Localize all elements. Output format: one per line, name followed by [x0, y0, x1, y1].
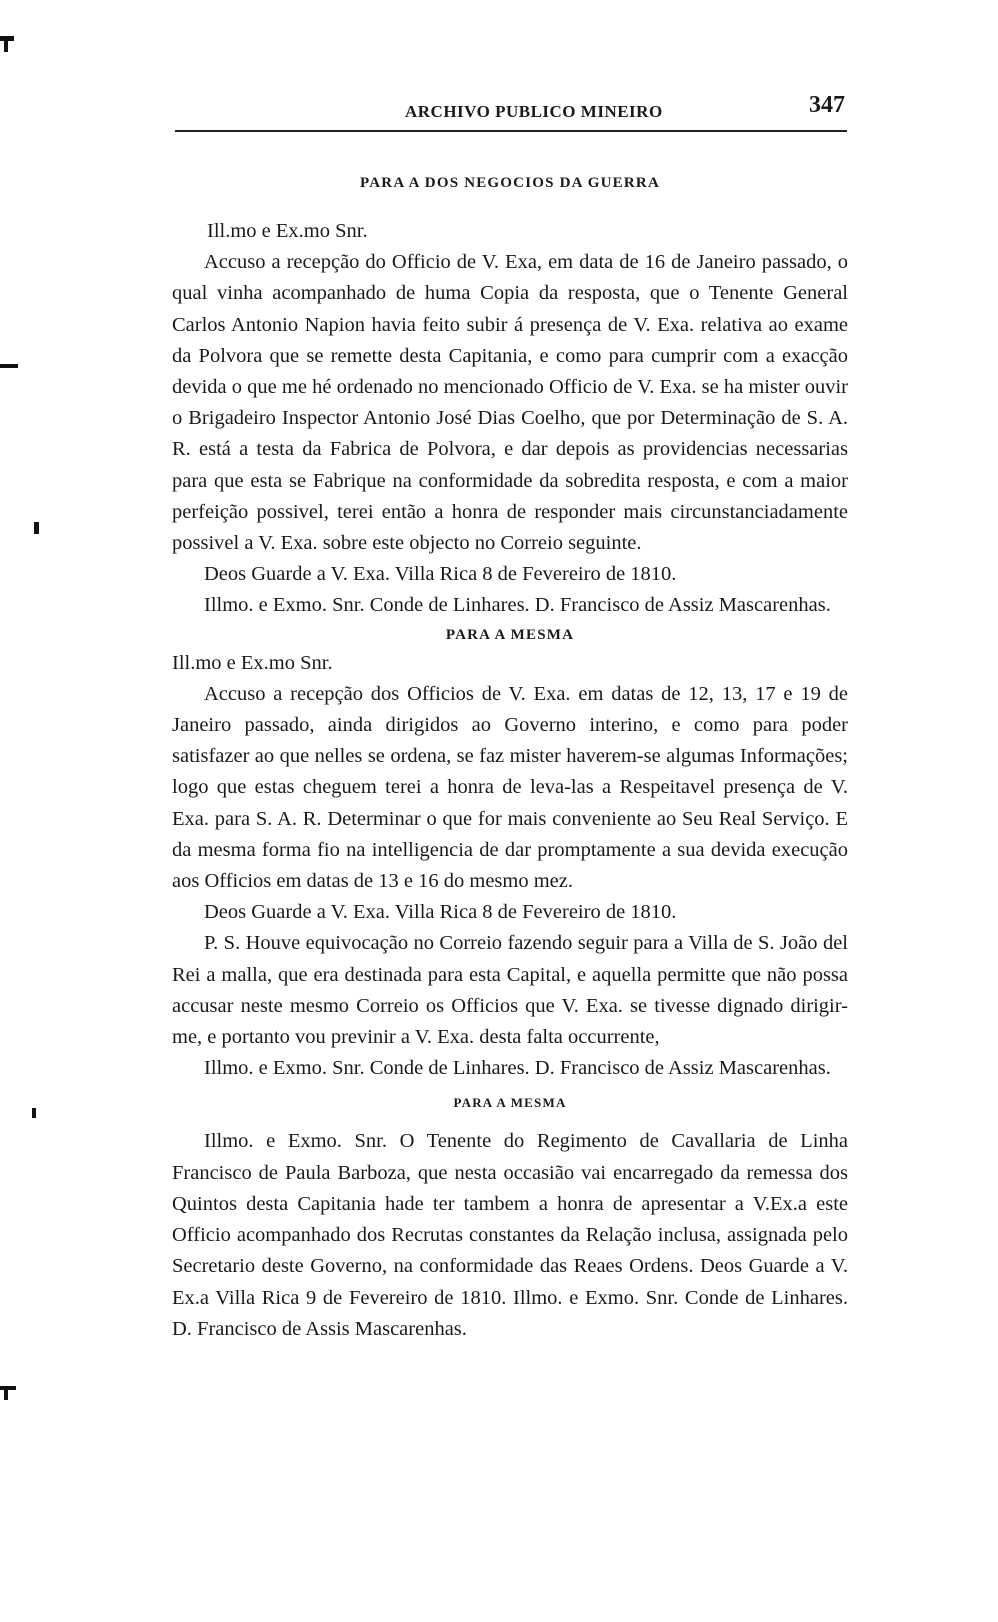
- header-rule: [175, 130, 847, 132]
- scan-edge-mark: [4, 1386, 8, 1400]
- scan-edge-mark: [32, 1108, 36, 1118]
- paragraph: Accuso a recepção dos Officios de V. Exa. em datas de 12, 13, 17 e 19 de Janeiro passado, ainda dirigidos ao Governo interino, e como para poder satisfazer ao que nelles se ordena, se faz mister haverem-se algumas Informações; logo que estas cheguem terei a honra de leva-las a Respeitavel presença de V. Exa. para S. A. R. Determinar o que for mais conveniente ao Seu Real Serviço. E da mesma forma fio na intelligencia de dar promptamente a sua devida execução aos Officios em datas de 13 e 16 do mesmo mez.: [172, 682, 848, 893]
- letter-section: [172, 622, 848, 1085]
- section-heading: PARA A MESMA: [445, 626, 575, 643]
- signature-line: Illmo. e Exmo. Snr. Conde de Linhares. D. Francisco de Assiz Mascarenhas.: [204, 1057, 831, 1080]
- signature-line: Illmo. e Exmo. Snr. Conde de Linhares. D. Francisco de Assiz Mascarenhas.: [204, 594, 831, 617]
- closing-line: Deos Guarde a V. Exa. Villa Rica 8 de Fevereiro de 1810.: [204, 901, 677, 924]
- body-text: [172, 170, 848, 1345]
- page-number: 347: [809, 92, 845, 118]
- scan-edge-mark: [4, 36, 8, 52]
- paragraph: Accuso a recepção do Officio de V. Exa, em data de 16 de Janeiro passado, o qual vinha acompanhado de huma Copia da resposta, que o Tenente General Carlos Antonio Napion havia feito subir á presença de V. Exa. relativa ao exame da Polvora que se remette desta Capitania, e como para cumprir com a exacção devida o que me hé ordenado no mencionado Officio de V. Exa. se ha mister ouvir o Brigadeiro Inspector Antonio José Dias Coelho, que por Determinação de S. A. R. está a testa da Fabrica de Polvora, e dar depois as providencias necessarias para que esta se Fabrique na conformidade da sobredita resposta, e com a maior perfeição possivel, terei então a honra de responder mais circunstanciadamente possivel a V. Exa. sobre este objecto no Correio seguinte.: [172, 251, 848, 555]
- section-heading: PARA A DOS NEGOCIOS DA GUERRA: [360, 175, 660, 191]
- postscript: P. S. Houve equivocação no Correio fazendo seguir para a Villa de S. João del Rei a malla, que era destinada para esta Capital, e aquella permitte que não possa accusar neste mesmo Correio os Officios que V. Exa. se tivesse dignado dirigir-me, e portanto vou previnir a V. Exa. desta falta occurrente,: [172, 932, 848, 1049]
- section-heading: PARA A MESMA: [453, 1095, 567, 1111]
- letter-section: [172, 170, 848, 622]
- scan-edge-mark: [0, 1386, 16, 1390]
- closing-line: Deos Guarde a V. Exa. Villa Rica 8 de Fevereiro de 1810.: [204, 563, 677, 586]
- salutation: Ill.mo e Ex.mo Snr.: [172, 651, 333, 674]
- running-title: ARCHIVO PUBLICO MINEIRO: [405, 102, 663, 121]
- paragraph: Illmo. e Exmo. Snr. O Tenente do Regimento de Cavallaria de Linha Francisco de Paula Barboza, que nesta occasião vai encarregado da remessa dos Quintos desta Capitania hade ter tambem a honra de apresentar a V.Ex.a este Officio acompanhado dos Recrutas constantes da Relação inclusa, assignada pelo Secretario deste Governo, na conformidade das Reaes Ordens. Deos Guarde a V. Ex.a Villa Rica 9 de Fevereiro de 1810. Illmo. e Exmo. Snr. Conde de Linhares. D. Francisco de Assis Mascarenhas.: [172, 1130, 848, 1340]
- running-header: [175, 92, 845, 126]
- salutation: Ill.mo e Ex.mo Snr.: [207, 220, 368, 242]
- scan-edge-mark: [0, 364, 18, 368]
- letter-section: [172, 1090, 848, 1344]
- scan-edge-mark: [34, 522, 39, 534]
